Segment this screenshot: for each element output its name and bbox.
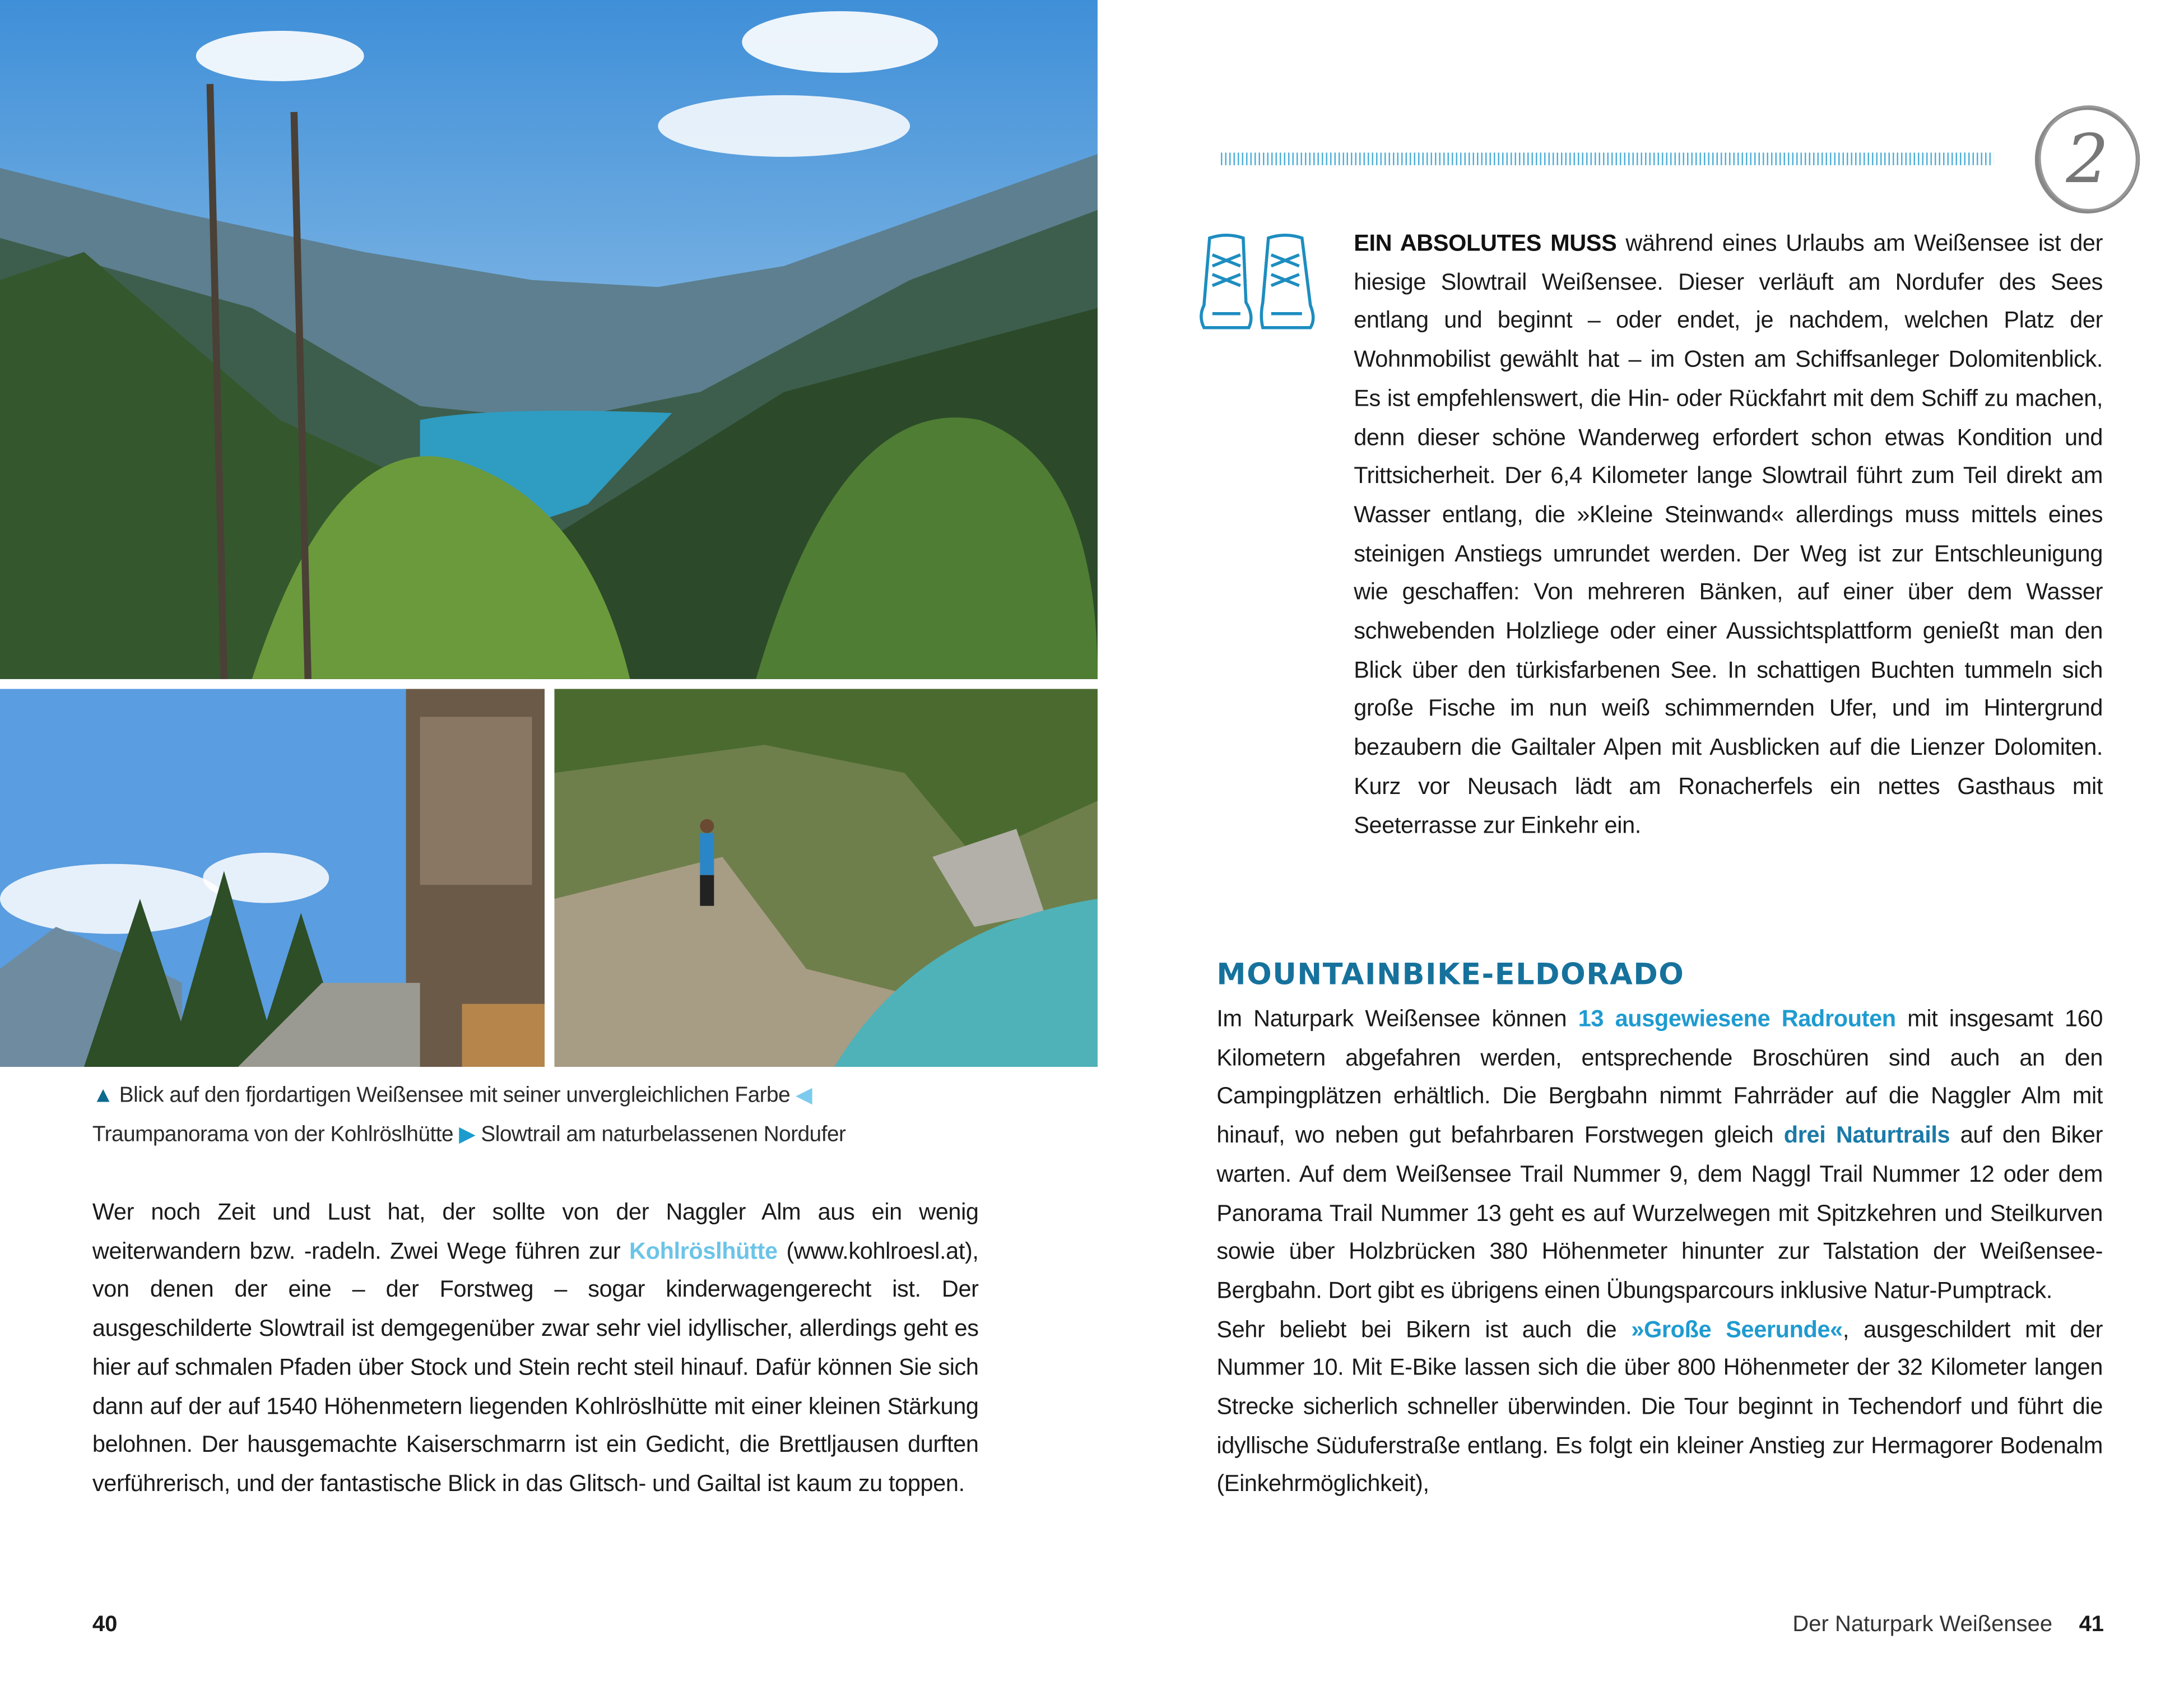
intro-lead: EIN ABSOLUTES MUSS [1354, 229, 1617, 257]
chapter-number: 2 [2066, 120, 2109, 198]
mountainbike-section [1216, 1000, 2103, 1504]
text-segment: (www.kohlroesl.at), von denen der eine – der Forstweg – sogar kinderwagengerecht ist. Der ausgeschilderte Slowtrail ist demgegenüber zwar sehr viel idyllischer, allerdings geht es hier auf schmalen Pfaden über Stock und Stein recht steil hinauf. Dafür können Sie sich dann auf der auf 1540 Höhenmetern liegenden Kohlröslhütte mit einer kleinen Stärkung belohnen. Der hausgemachte Kaiserschmarrn ist ein Gedicht, die Brettljausen durften verführerisch, und der fantastische Blick in das Glitsch- und Gailtal ist kaum zu toppen. [92, 1237, 979, 1497]
text-segment: auf den Biker warten. Auf dem Weißensee Trail Nummer 9, dem Naggl Trail Nummer 12 oder dem Panorama Trail Nummer 13 geht es auf Wurzelwegen mit Spitzkehren und Steilkurven sowie über Holzbrücken 380 Höhenmeter hinunter zur Talstation der Weißensee-Bergbahn. Dort gibt es übrigens einen Übungsparcours inklusive Natur-Pumptrack. [1216, 1121, 2103, 1304]
triangle-left-icon: ◀ [796, 1083, 812, 1108]
caption-line-2 [92, 1116, 845, 1155]
page-number-right: 41 [2079, 1613, 2104, 1637]
caption-fjord: Blick auf den fjordartigen Weißensee mit seiner unvergleichlichen Farbe [119, 1083, 791, 1108]
photo-weissensee-fjord [0, 0, 1098, 679]
paragraph-radrouten [1216, 1000, 2103, 1310]
naturtrails-link[interactable]: drei Naturtrails [1783, 1121, 1950, 1149]
running-head: Der Naturpark Weißensee [1792, 1613, 2053, 1637]
decorative-dotted-bar [1221, 152, 1994, 165]
chapter-number-badge [2033, 104, 2142, 216]
text-segment: , ausgeschildert mit der Nummer 10. Mit E-Bike lassen sich die über 800 Höhenmeter der 32 Kilometer langen Strecke sicherlich schneller überwinden. Die Tour beginnt in Techendorf und führt die idyllische Süduferstraße entlang. Es folgt ein kleiner Anstieg zur Hermagorer Bodenalm (Einkehrmöglichkeit), [1216, 1315, 2103, 1498]
caption-hut: Traumpanorama von der Kohlröslhütte [92, 1122, 454, 1147]
text-segment: Sehr beliebt bei Bikern ist auch die [1216, 1315, 1632, 1343]
section-heading: MOUNTAINBIKE-ELDORADO [1216, 958, 1685, 992]
text-segment: Im Naturpark Weißensee können [1216, 1005, 1578, 1032]
page-number-left: 40 [92, 1613, 118, 1637]
caption-slowtrail: Slowtrail am naturbelassenen Nordufer [481, 1122, 846, 1147]
text-segment: mit insgesamt 160 Kilometern abgefahren werden, entsprechende Broschüren sind auch an den Campingplätzen erhältlich. Die Bergbahn nimmt Fahrräder auf die Naggler Alm mit hinauf, wo neben gut befahrbaren Forstwegen gleich [1216, 1005, 2103, 1149]
text-segment: während eines Urlaubs am Weißensee ist der hiesige Slowtrail Weißensee. Dieser verläuft am Nordufer des Sees entlang und beginnt – oder endet, je nachdem, welchen Platz der Wohnmobilist gewählt hat – im Osten am Schiffsanleger Dolomitenblick. Es ist empfehlenswert, die Hin- oder Rückfahrt mit dem Schiff zu machen, denn dieser schöne Wanderweg erfordert schon etwas Kondition und Trittsicherheit. Der 6,4 Kilometer lange Slowtrail führt zum Teil direkt am Wasser entlang, die »Kleine Steinwand« allerdings muss mittels eines steinigen Anstiegs umrundet werden. Der Weg ist zur Entschleunigung wie geschaffen: Von mehreren Bänken, auf einer über dem Wasser schwebenden Holzliege oder einer Aussichtsplattform genießt man den Blick über den türkisfarbenen See. In schattigen Buchten tummeln sich große Fische im nun weiß schimmernden Ufer, und im Hintergrund bezaubern die Gailtaler Alpen mit Ausblicken auf die Lienzer Dolomiten. Kurz vor Neusach lädt am Ronacherfels ein nettes Gasthaus mit Seeterrasse zur Einkehr ein. [1354, 229, 2103, 838]
photo-kohlroeslhuette [0, 689, 545, 1067]
triangle-up-icon: ▲ [92, 1083, 114, 1108]
seerunde-link[interactable]: »Große Seerunde« [1631, 1315, 1843, 1343]
intro-paragraph [1354, 224, 2103, 845]
hiking-boots-icon [1198, 233, 1319, 333]
caption-line-1 [92, 1077, 818, 1116]
paragraph-seerunde [1216, 1310, 2103, 1504]
photo-slowtrail-nordufer [554, 689, 1097, 1067]
radrouten-link[interactable]: 13 ausgewiesene Radrouten [1578, 1005, 1896, 1032]
text-segment: Wer noch Zeit und Lust hat, der sollte von der Naggler Alm aus ein wenig weiterwandern bzw. -radeln. Zwei Wege führen zur [92, 1198, 979, 1264]
kohlroeslhuette-link[interactable]: Kohlröslhütte [629, 1237, 778, 1264]
triangle-right-icon: ▶ [459, 1122, 476, 1147]
left-body-paragraph [92, 1193, 979, 1503]
